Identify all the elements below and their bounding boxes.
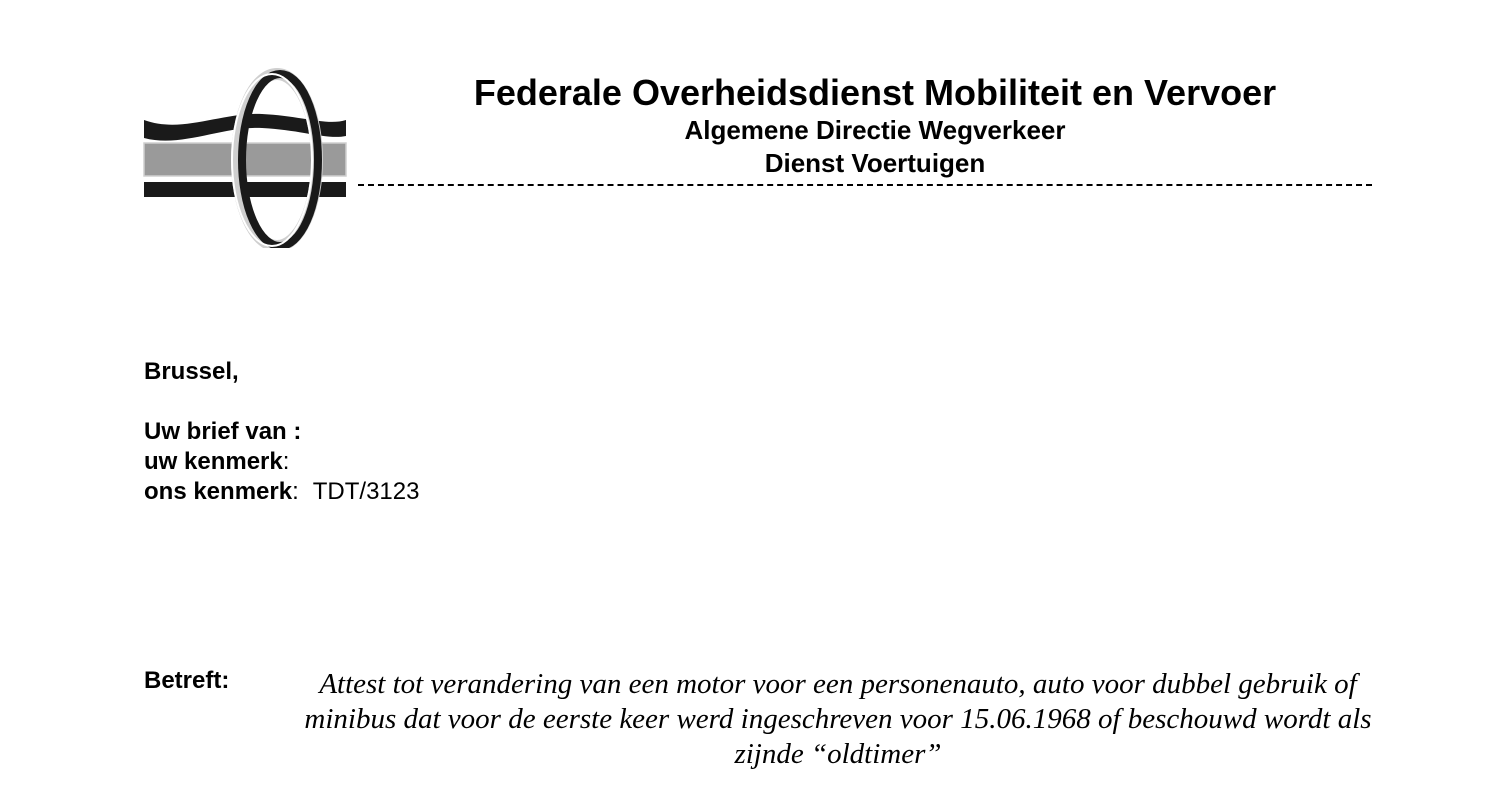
subject-label: Betreft: (144, 667, 230, 694)
organisation-name: Federale Overheidsdienst Mobiliteit en Vervoer (473, 72, 1277, 113)
our-reference-value: TDT/3123 (312, 478, 420, 505)
ministry-logo-icon (142, 68, 348, 248)
directorate-name: Algemene Directie Wegverkeer (684, 115, 1066, 145)
letter-place: Brussel, (144, 358, 239, 385)
our-reference-line (144, 477, 419, 507)
our-reference-colon: : (292, 478, 299, 505)
letterhead (380, 72, 1370, 180)
your-reference-line (144, 447, 289, 477)
your-reference-colon: : (282, 448, 290, 475)
your-letter-label: Uw brief van : (144, 418, 302, 445)
subject-text: Attest tot verandering van een motor voor een personenauto, auto voor dubbel gebruik of minibus dat voor de eerste keer werd ingeschreven voor 15.06.1968 of beschouwd wordt als zijnde “oldtimer” (304, 668, 1372, 770)
your-reference-label: uw kenmerk (144, 448, 283, 475)
service-name: Dienst Voertuigen (764, 148, 986, 178)
header-divider (358, 184, 1372, 186)
your-letter-line (144, 417, 301, 447)
our-reference-label: ons kenmerk (144, 478, 293, 505)
